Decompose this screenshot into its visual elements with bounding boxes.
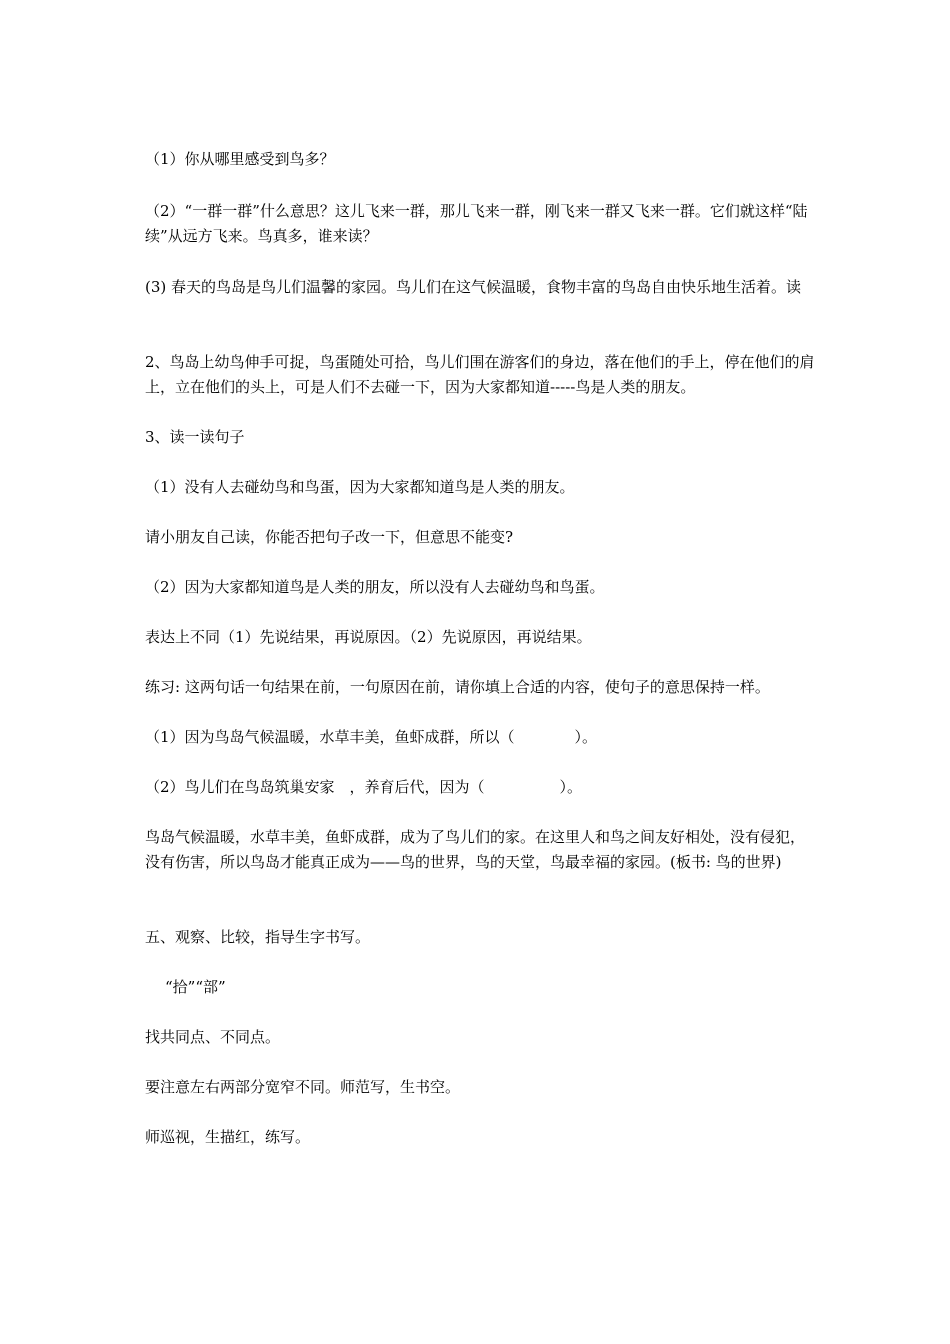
paragraph-compare: 找共同点、不同点。 [145, 1028, 281, 1046]
paragraph-section-5-heading: 五、观察、比较，指导生字书写。 [145, 928, 371, 946]
paragraph-section-2: 2、鸟岛上幼鸟伸手可捉，鸟蛋随处可拾，鸟儿们围在游客们的身边，落在他们的手上，停在他们的肩上，立在他们的头上，可是人们不去碰一下，因为大家都知道-----鸟是人类的朋友。 [145, 353, 815, 396]
paragraph-difference: 表达上不同（1）先说结果，再说原因。（2）先说原因，再说结果。 [145, 628, 592, 646]
paragraph-section-3-heading: 3、读一读句子 [145, 428, 245, 446]
paragraph-question-3: (3) 春天的鸟岛是鸟儿们温馨的家园。鸟儿们在这气候温暖，食物丰富的鸟岛自由快乐地生活着。读 [145, 278, 802, 296]
paragraph-characters: “拾”“部” [165, 978, 226, 996]
paragraph-prompt: 请小朋友自己读，你能否把句子改一下，但意思不能变? [145, 528, 514, 546]
paragraph-exercise: 练习: 这两句话一句结果在前，一句原因在前，请你填上合适的内容，使句子的意思保持一样。 [145, 678, 770, 696]
paragraph-practice: 师巡视，生描红，练写。 [145, 1128, 311, 1146]
paragraph-exercise-2: （2）鸟儿们在鸟岛筑巢安家 ，养育后代，因为（ ）。 [145, 778, 583, 796]
paragraph-exercise-1: （1）因为鸟岛气候温暖，水草丰美，鱼虾成群，所以（ ）。 [145, 728, 598, 746]
paragraph-sentence-1: （1）没有人去碰幼鸟和鸟蛋，因为大家都知道鸟是人类的朋友。 [145, 478, 575, 496]
paragraph-sentence-2: （2）因为大家都知道鸟是人类的朋友，所以没有人去碰幼鸟和鸟蛋。 [145, 578, 605, 596]
paragraph-writing-note: 要注意左右两部分宽窄不同。师范写，生书空。 [145, 1078, 461, 1096]
paragraph-summary: 鸟岛气候温暖，水草丰美，鱼虾成群，成为了鸟儿们的家。在这里人和鸟之间友好相处，没有侵犯，没有伤害，所以鸟岛才能真正成为——鸟的世界，鸟的天堂，鸟最幸福的家园。(板书: 鸟的世界) [145, 828, 806, 871]
paragraph-question-1: （1）你从哪里感受到鸟多？ [145, 150, 335, 168]
paragraph-question-2: （2）“一群一群”什么意思？这儿飞来一群，那儿飞来一群，刚飞来一群又飞来一群。它们就这样“陆续”从远方飞来。鸟真多，谁来读？ [145, 202, 808, 245]
